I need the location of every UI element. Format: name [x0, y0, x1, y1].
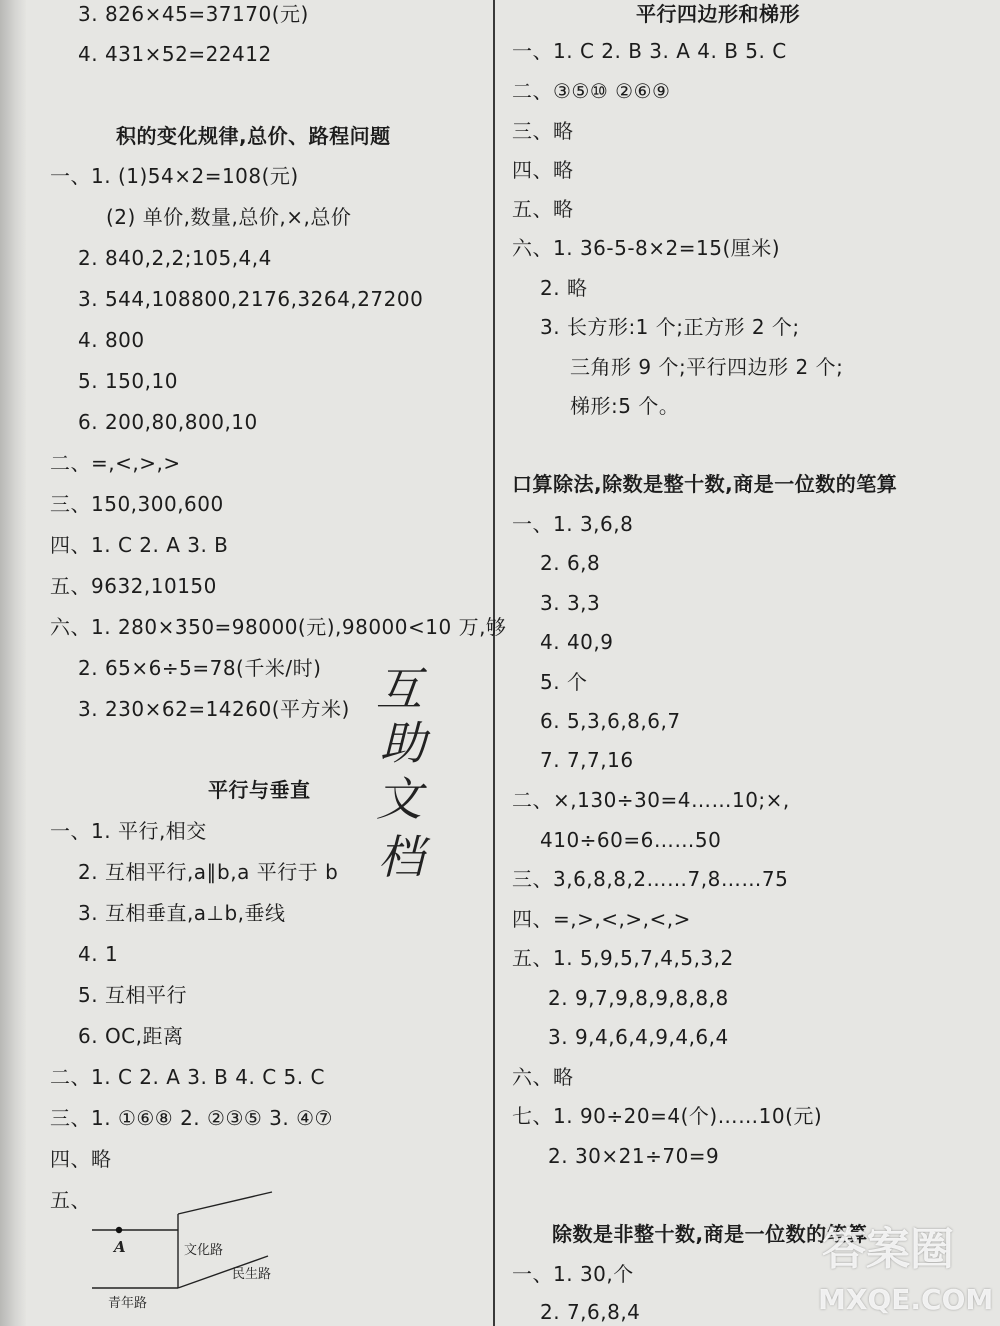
answer-line: 四、=,>,<,>,<,>: [512, 907, 691, 931]
answer-line: 2. 9,7,9,8,9,8,8,8: [548, 986, 729, 1010]
answer-line: 3. 3,3: [540, 591, 601, 615]
answer-line: 三角形 9 个;平行四边形 2 个;: [570, 355, 844, 379]
answer-line: 3. 544,108800,2176,3264,27200: [78, 287, 424, 311]
section-heading: 除数是非整十数,商是一位数的笔算: [552, 1222, 868, 1246]
answer-line: 5. 个: [540, 670, 588, 694]
answer-line: 四、略: [512, 158, 574, 182]
section-heading: 平行四边形和梯形: [636, 2, 800, 26]
answer-line: 一、1. 平行,相交: [50, 819, 207, 843]
answer-line: 4. 800: [78, 328, 145, 352]
column-divider: [493, 0, 495, 1326]
answer-line: 六、1. 36-5-8×2=15(厘米): [512, 236, 781, 260]
answer-line: 4. 40,9: [540, 630, 614, 654]
answer-line: 六、略: [512, 1065, 574, 1089]
section-heading: 平行与垂直: [208, 778, 311, 802]
answer-line: 5. 互相平行: [78, 983, 187, 1007]
handwritten-char: 文: [376, 772, 422, 826]
handwritten-char: 互: [376, 662, 422, 716]
answer-line: 2. 略: [540, 276, 588, 300]
answer-line: 2. 6,8: [540, 551, 601, 575]
answer-line: 3. 230×62=14260(平方米): [78, 697, 350, 721]
answer-line: 2. 30×21÷70=9: [548, 1144, 720, 1168]
answer-line: 一、1. (1)54×2=108(元): [50, 164, 299, 188]
road-diagram: [88, 1188, 298, 1324]
answer-line: 二、1. C 2. A 3. B 4. C 5. C: [50, 1065, 325, 1089]
section-heading: 积的变化规律,总价、路程问题: [116, 124, 391, 148]
point-a-label: A: [114, 1238, 126, 1256]
watermark-logo: 答案圈: [822, 1224, 954, 1275]
answer-line: 四、1. C 2. A 3. B: [50, 533, 229, 557]
answer-line: 6. 200,80,800,10: [78, 410, 258, 434]
answer-line: 6. 5,3,6,8,6,7: [540, 709, 681, 733]
answer-line: 三、3,6,8,8,2……7,8……75: [512, 867, 789, 891]
answer-line: 三、1. ①⑥⑧ 2. ②③⑤ 3. ④⑦: [50, 1106, 333, 1130]
answer-line: 梯形:5 个。: [570, 394, 680, 418]
road-label-minsheng: 民生路: [232, 1267, 272, 1282]
handwritten-char: 助: [380, 716, 426, 770]
handwritten-char: 档: [378, 830, 424, 884]
answer-line: 2. 840,2,2;105,4,4: [78, 246, 272, 270]
answer-line: 五、1. 5,9,5,7,4,5,3,2: [512, 946, 734, 970]
answer-line: (2) 单价,数量,总价,×,总价: [106, 205, 352, 229]
answer-line: 四、略: [50, 1147, 112, 1171]
section-heading: 口算除法,除数是整十数,商是一位数的笔算: [512, 472, 898, 496]
answer-line: 2. 互相平行,a∥b,a 平行于 b: [78, 860, 339, 884]
answer-line: 三、150,300,600: [50, 492, 224, 516]
road-line: [178, 1192, 272, 1214]
page-gutter-shadow: [0, 0, 26, 1326]
answer-line: 4. 1: [78, 942, 119, 966]
answer-line: 五、: [50, 1188, 91, 1212]
road-label-wenhua: 文化路: [184, 1243, 224, 1258]
watermark-url: MXQE.COM: [818, 1283, 994, 1316]
answer-line: 一、1. 30,个: [512, 1262, 634, 1286]
answer-line: 一、1. 3,6,8: [512, 512, 634, 536]
answer-line: 3. 826×45=37170(元): [78, 2, 309, 26]
answer-line: 六、1. 280×350=98000(元),98000<10 万,够: [50, 615, 507, 639]
answer-line: 五、略: [512, 197, 574, 221]
answer-line: 2. 65×6÷5=78(千米/时): [78, 656, 322, 680]
answer-line: 二、=,<,>,>: [50, 451, 181, 475]
answer-line: 2. 7,6,8,4: [540, 1300, 641, 1324]
answer-line: 一、1. C 2. B 3. A 4. B 5. C: [512, 39, 787, 63]
answer-line: 七、1. 90÷20=4(个)……10(元): [512, 1104, 823, 1128]
road-label-qingnian: 青年路: [108, 1296, 148, 1311]
answer-line: 410÷60=6……50: [540, 828, 722, 852]
answer-line: 4. 431×52=22412: [78, 42, 272, 66]
answer-line: 3. 长方形:1 个;正方形 2 个;: [540, 315, 800, 339]
answer-line: 五、9632,10150: [50, 574, 217, 598]
point-a-dot: [116, 1227, 122, 1233]
answer-line: 5. 150,10: [78, 369, 178, 393]
answer-line: 二、×,130÷30=4……10;×,: [512, 788, 790, 812]
answer-line: 6. OC,距离: [78, 1024, 184, 1048]
answer-line: 3. 9,4,6,4,9,4,6,4: [548, 1025, 729, 1049]
answer-line: 二、③⑤⑩ ②⑥⑨: [512, 79, 671, 103]
answer-line: 三、略: [512, 119, 574, 143]
answer-line: 3. 互相垂直,a⊥b,垂线: [78, 901, 286, 925]
answer-line: 7. 7,7,16: [540, 748, 634, 772]
